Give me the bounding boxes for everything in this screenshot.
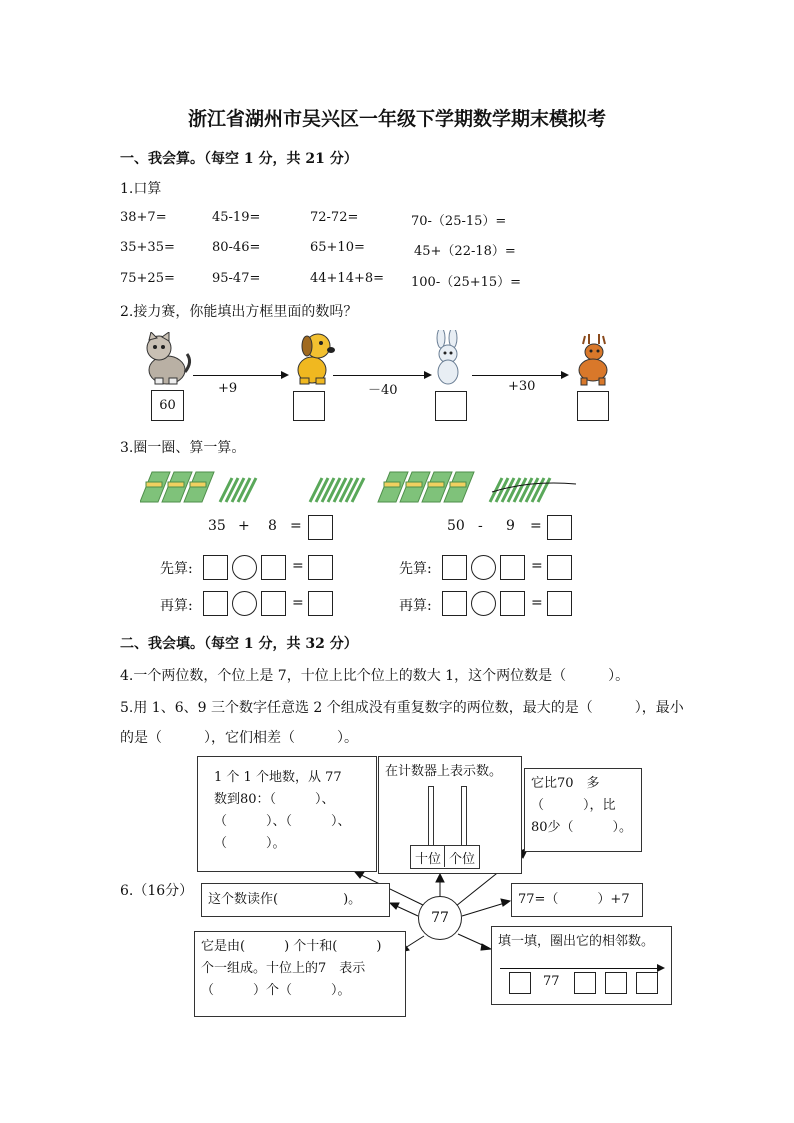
page-title: 浙江省湖州市吴兴区一年级下学期数学期末模拟考 [187, 108, 606, 130]
q3-label: 3.圈一圈、算一算。 [120, 440, 246, 456]
compare-panel-line: 80少（ ）。 [531, 820, 633, 835]
q5-text-line1: 5.用 1、6、9 三个数字任意选 2 个组成没有重复数字的两位数，最大的是（ ），最小 [120, 700, 684, 716]
eq-sign: = [292, 595, 304, 611]
sum-panel [511, 883, 643, 917]
compare-panel-line: （ ），比 [531, 798, 616, 813]
composition-panel [194, 931, 406, 1017]
count-panel-line: （ ）。 [214, 836, 286, 851]
then-step-label: 再算: [160, 598, 193, 614]
section2-heading: 二、我会填。（每空 1 分，共 32 分） [120, 636, 358, 652]
calc-item: 44+14+8= [310, 271, 385, 286]
calc-item: 45-19= [212, 210, 261, 225]
composition-panel-line: （ ）个（ ）。 [201, 983, 351, 998]
compare-panel-line: 它比70 多 [531, 776, 600, 791]
then-step-label: 再算: [399, 598, 432, 614]
eq-sign: = [531, 558, 543, 574]
abacus-divider [444, 845, 445, 867]
number-line-panel-title: 填一填，圈出它的相邻数。 [498, 934, 655, 949]
section1-heading: 一、我会算。（每空 1 分，共 21 分） [120, 151, 358, 167]
composition-panel-line: 它是由( ) 个十和( ) [201, 939, 382, 954]
eq-sign: = [292, 558, 304, 574]
read-panel-text: 这个数读作( )。 [208, 892, 362, 907]
q4-text: 4.一个两位数，个位上是 7，十位上比个位上的数大 1，这个两位数是（ ）。 [120, 668, 630, 684]
eq-sign: = [290, 518, 302, 534]
number-line-box[interactable] [574, 972, 596, 994]
abacus-rod-ones [461, 786, 467, 848]
calc-item: 35+35= [120, 240, 175, 255]
calc-item: 45+（22-18）= [414, 244, 516, 259]
number-line-box[interactable] [605, 972, 627, 994]
eq-number: 50 [447, 518, 465, 534]
number-line [500, 968, 658, 969]
count-panel-line: 数到80：（ ）、 [214, 792, 335, 807]
number-line-box[interactable] [509, 972, 531, 994]
abacus-label-tens: 十位 [415, 852, 442, 867]
relay-start-box: 60 [151, 390, 184, 421]
calc-item: 65+10= [310, 240, 365, 255]
calc-item: 72-72= [310, 210, 359, 225]
count-panel [197, 756, 377, 872]
abacus-label-ones: 个位 [449, 852, 476, 867]
eq-operator: - [478, 518, 483, 534]
compare-panel [524, 768, 642, 852]
count-panel-line: 1 个 1 个地数，从 77 [214, 770, 342, 785]
count-panel-line: （ ）、（ ）、 [214, 814, 351, 829]
center-number: 77 [418, 896, 462, 940]
q6-label: 6.（16分） [120, 883, 194, 899]
abacus-rod-tens [428, 786, 434, 848]
calc-item: 95-47= [212, 271, 261, 286]
q2-label: 2.接力赛，你能填出方框里面的数吗？ [120, 304, 358, 320]
relay-op: +30 [508, 379, 536, 394]
number-line-box[interactable] [636, 972, 658, 994]
calc-item: 75+25= [120, 271, 175, 286]
read-panel [201, 883, 390, 917]
eq-number: 35 [208, 518, 226, 534]
first-step-label: 先算: [399, 561, 432, 577]
q1-label: 1.口算 [120, 181, 162, 197]
relay-op: －40 [368, 383, 398, 398]
calc-item: 80-46= [212, 240, 261, 255]
relay-op: +9 [218, 381, 238, 396]
eq-sign: = [530, 518, 542, 534]
calc-item: 100-（25+15）= [411, 275, 522, 290]
eq-number: 9 [506, 518, 515, 534]
arrow-head-icon [657, 964, 665, 972]
first-step-label: 先算: [160, 561, 193, 577]
number-line-value: 77 [543, 974, 560, 989]
eq-sign: = [531, 595, 543, 611]
composition-panel-line: 个一组成。十位上的7 表示 [201, 961, 366, 976]
calc-item: 70-（25-15）= [411, 214, 507, 229]
abacus-panel-title: 在计数器上表示数。 [385, 764, 503, 779]
calc-item: 38+7= [120, 210, 167, 225]
eq-operator: + [238, 518, 250, 534]
sum-panel-text: 77=（ ）+7 [518, 892, 630, 907]
q5-text-line2: 的是（ ），它们相差（ ）。 [120, 730, 358, 746]
eq-number: 8 [268, 518, 277, 534]
